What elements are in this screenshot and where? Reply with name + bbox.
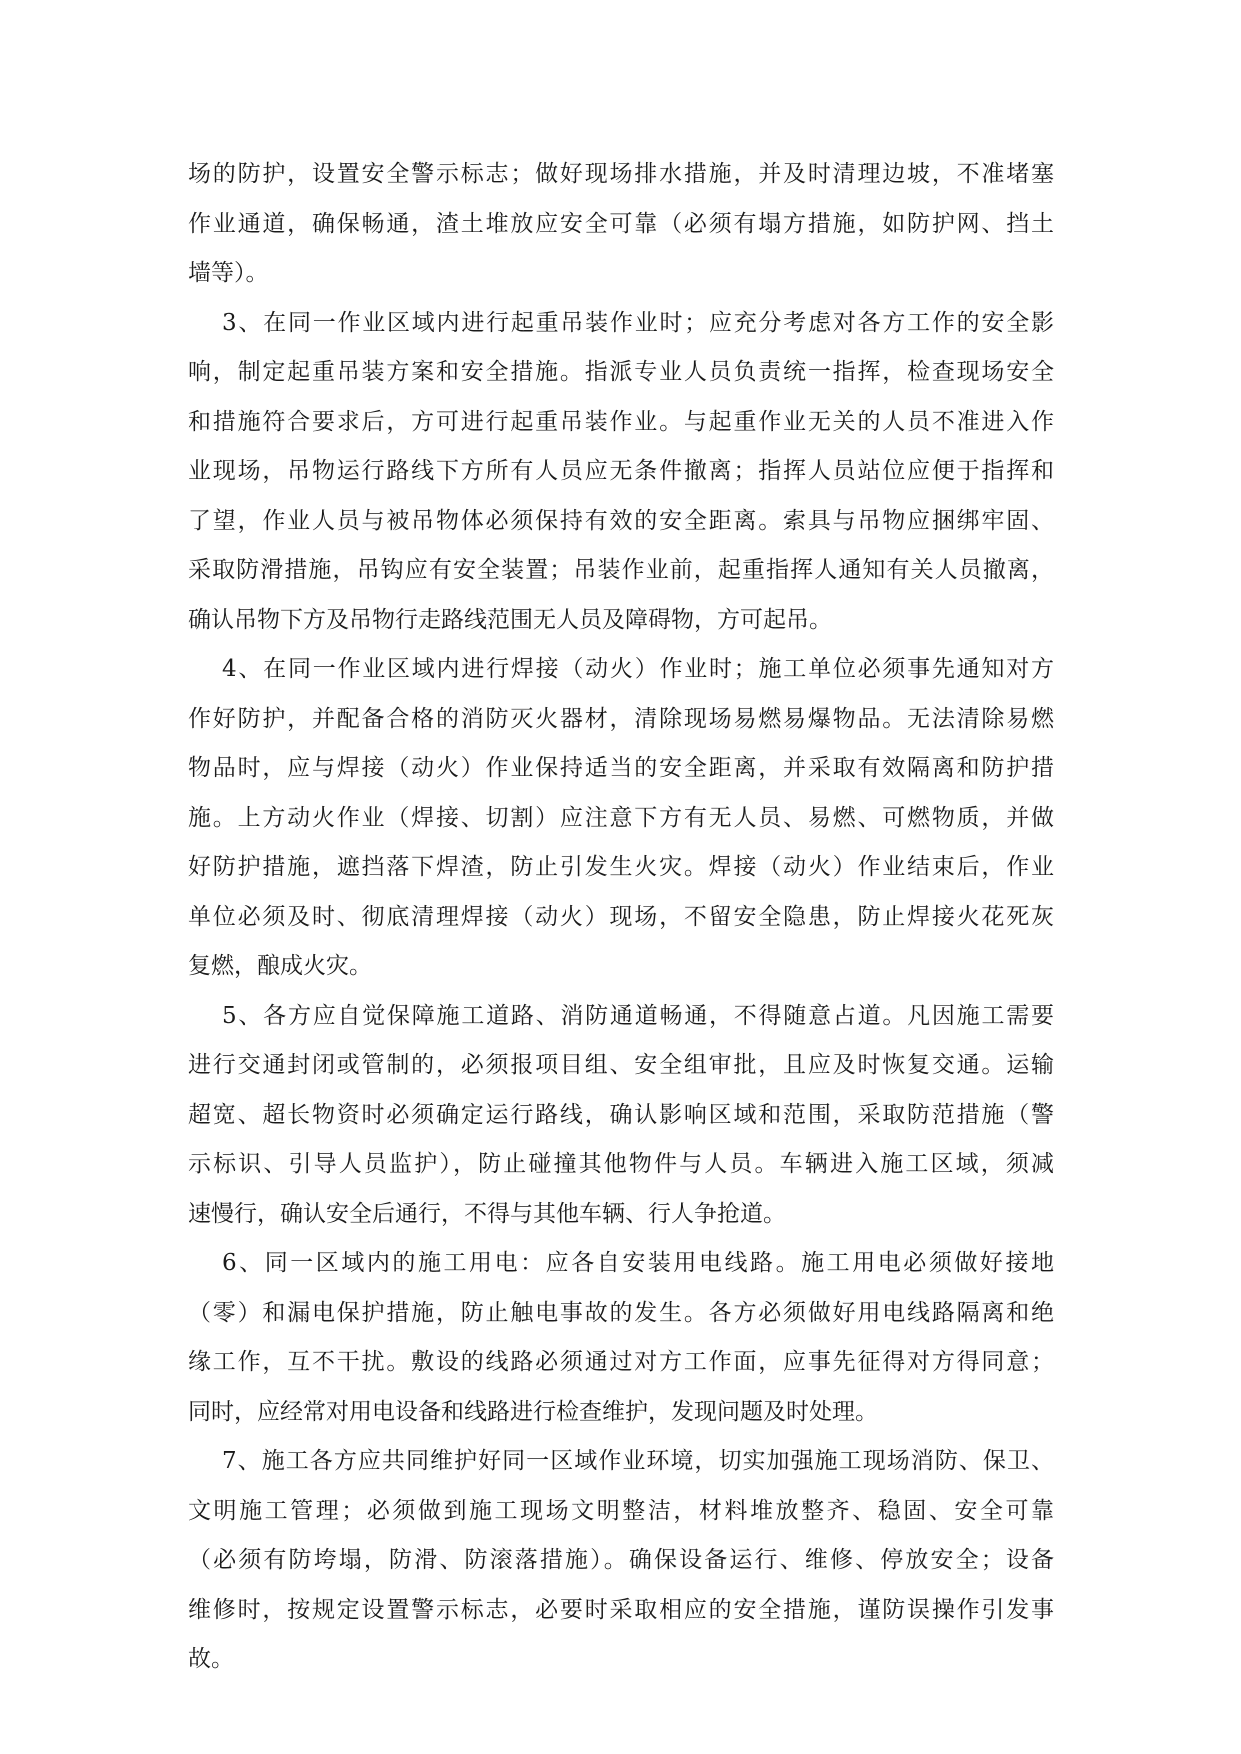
paragraph-5-first-line: 5、各方应自觉保障施工道路、消防通道畅通，不得随意占道。凡因施工需要 [222,1002,1054,1029]
text-line: 响，制定起重吊装方案和安全措施。指派专业人员负责统一指挥，检查现场安全 [188,359,1054,385]
text-line: 故。 [188,1646,234,1672]
text-line: 维修时，按规定设置警示标志，必要时采取相应的安全措施，谨防误操作引发事 [188,1596,1054,1623]
text-line: （零）和漏电保护措施，防止触电事故的发生。各方必须做好用电线路隔离和绝 [188,1299,1054,1326]
text-line: （必须有防垮塌，防滑、防滚落措施）。确保设备运行、维修、停放安全；设备 [188,1547,1054,1573]
text-line: 缘工作，互不干扰。敷设的线路必须通过对方工作面，应事先征得对方得同意； [188,1349,1054,1375]
text-line: 好防护措施，遮挡落下焊渣，防止引发生火灾。焊接（动火）作业结束后，作业 [188,854,1054,880]
paragraph-7-first-line: 7、施工各方应共同维护好同一区域作业环境，切实加强施工现场消防、保卫、 [222,1448,1054,1474]
text-line: 了望，作业人员与被吊物体必须保持有效的安全距离。索具与吊物应捆绑牢固、 [188,507,1054,534]
text-line: 墙等）。 [188,260,269,286]
text-line: 同时，应经常对用电设备和线路进行检查维护，发现问题及时处理。 [188,1398,878,1425]
text-line: 进行交通封闭或管制的，必须报项目组、安全组审批，且应及时恢复交通。运输 [188,1052,1054,1078]
paragraph-6-first-line: 6、同一区域内的施工用电：应各自安装用电线路。施工用电必须做好接地 [222,1250,1054,1276]
text-line: 和措施符合要求后，方可进行起重吊装作业。与起重作业无关的人员不准进入作 [188,408,1054,435]
text-line: 速慢行，确认安全后通行，不得与其他车辆、行人争抢道。 [188,1200,786,1227]
text-line: 文明施工管理；必须做到施工现场文明整洁，材料堆放整齐、稳固、安全可靠 [188,1497,1054,1524]
text-line: 作好防护，并配备合格的消防灭火器材，清除现场易燃易爆物品。无法清除易燃 [188,705,1054,732]
text-line: 作业通道，确保畅通，渣土堆放应安全可靠（必须有塌方措施，如防护网、挡土 [188,210,1054,237]
text-line: 施。上方动火作业（焊接、切割）应注意下方有无人员、易燃、可燃物质，并做 [188,804,1054,831]
text-line: 场的防护，设置安全警示标志；做好现场排水措施，并及时清理边坡，不准堵塞 [188,161,1054,187]
text-line: 确认吊物下方及吊物行走路线范围无人员及障碍物，方可起吊。 [188,606,832,633]
text-line: 物品时，应与焊接（动火）作业保持适当的安全距离，并采取有效隔离和防护措 [188,755,1054,781]
text-line: 业现场，吊物运行路线下方所有人员应无条件撤离；指挥人员站位应便于指挥和 [188,458,1054,484]
text-line: 示标识、引导人员监护），防止碰撞其他物件与人员。车辆进入施工区域，须减 [188,1151,1054,1177]
text-line: 复燃，酿成火灾。 [188,953,372,979]
text-line: 单位必须及时、彻底清理焊接（动火）现场，不留安全隐患，防止焊接火花死灰 [188,903,1054,930]
paragraph-3-first-line: 3、在同一作业区域内进行起重吊装作业时；应充分考虑对各方工作的安全影 [222,309,1054,336]
paragraph-4-first-line: 4、在同一作业区域内进行焊接（动火）作业时；施工单位必须事先通知对方 [222,656,1054,682]
text-line: 采取防滑措施，吊钩应有安全装置；吊装作业前，起重指挥人通知有关人员撤离， [188,557,1054,583]
document-page [188,150,1054,1685]
text-line: 超宽、超长物资时必须确定运行路线，确认影响区域和范围，采取防范措施（警 [188,1101,1054,1128]
